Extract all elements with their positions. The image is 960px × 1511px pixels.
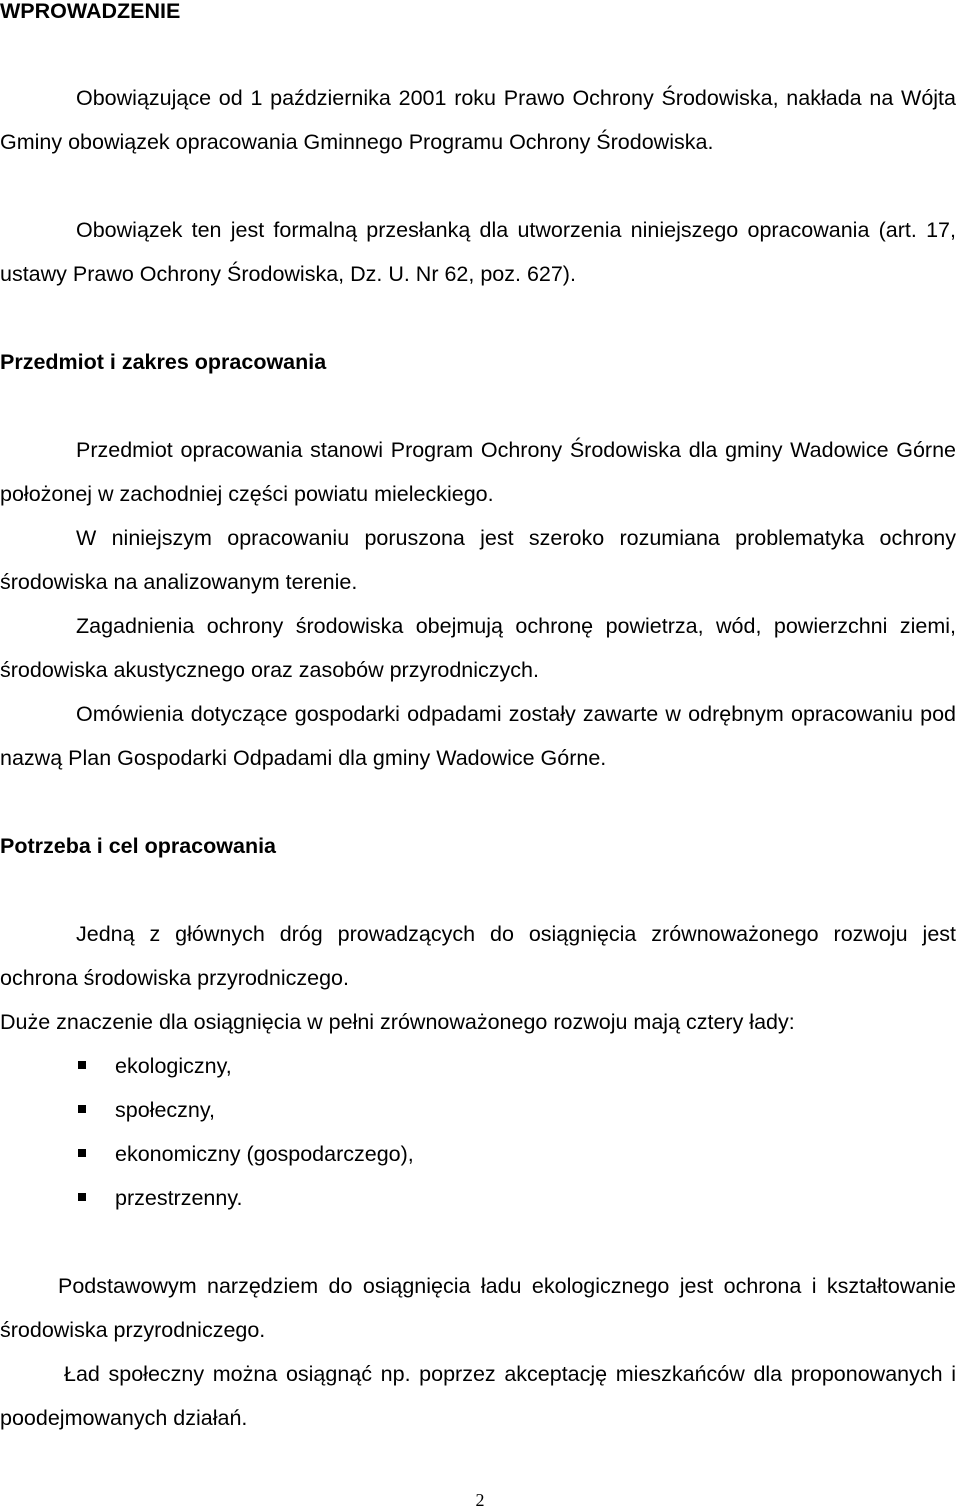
scope-paragraph-4: Omówienia dotyczące gospodarki odpadami zostały zawarte w odrębnym opracowaniu pod nazwą Plan Gospodarki Odpadami dla gminy Wadowice Górne. bbox=[0, 702, 956, 770]
list-item: społeczny, bbox=[0, 1088, 414, 1132]
heading-goal: Potrzeba i cel opracowania bbox=[0, 834, 277, 858]
intro-paragraph-1: Obowiązujące od 1 października 2001 roku Prawo Ochrony Środowiska, nakłada na Wójta Gminy obowiązek opracowania Gminnego Programu Ochrony Środowiska. bbox=[0, 86, 956, 154]
bullet-square-icon bbox=[78, 1061, 86, 1069]
goal-paragraph-4: Ład społeczny można osiągnąć np. poprzez akceptację mieszkańców dla proponowanych i poodejmowanych działań. bbox=[0, 1362, 956, 1430]
scope-paragraph-3: Zagadnienia ochrony środowiska obejmują ochronę powietrza, wód, powierzchni ziemi, środowiska akustycznego oraz zasobów przyrodniczych. bbox=[0, 614, 956, 682]
list-item: przestrzenny. bbox=[0, 1176, 414, 1220]
goal-paragraph-1: Jedną z głównych dróg prowadzących do osiągnięcia zrównoważonego rozwoju jest ochrona środowiska przyrodniczego. bbox=[0, 922, 956, 990]
heading-scope: Przedmiot i zakres opracowania bbox=[0, 350, 327, 374]
page-number: 2 bbox=[475, 1490, 485, 1510]
goal-paragraph-2: Duże znaczenie dla osiągnięcia w pełni zrównoważonego rozwoju mają cztery łady: bbox=[0, 1010, 795, 1034]
heading-introduction: WPROWADZENIE bbox=[0, 0, 181, 23]
order-list bbox=[0, 1044, 414, 1220]
bullet-square-icon bbox=[78, 1193, 86, 1201]
bullet-square-icon bbox=[78, 1105, 86, 1113]
scope-paragraph-2: W niniejszym opracowaniu poruszona jest szeroko rozumiana problematyka ochrony środowiska na analizowanym terenie. bbox=[0, 526, 956, 594]
bullet-square-icon bbox=[78, 1149, 86, 1157]
list-item: ekonomiczny (gospodarczego), bbox=[0, 1132, 414, 1176]
goal-paragraph-3: Podstawowym narzędziem do osiągnięcia ładu ekologicznego jest ochrona i kształtowanie środowiska przyrodniczego. bbox=[0, 1274, 956, 1342]
intro-paragraph-2: Obowiązek ten jest formalną przesłanką dla utworzenia niniejszego opracowania (art. 17, ustawy Prawo Ochrony Środowiska, Dz. U. Nr 62, poz. 627). bbox=[0, 218, 956, 286]
scope-paragraph-1: Przedmiot opracowania stanowi Program Ochrony Środowiska dla gminy Wadowice Górne położonej w zachodniej części powiatu mieleckiego. bbox=[0, 438, 956, 506]
list-item: ekologiczny, bbox=[0, 1044, 414, 1088]
